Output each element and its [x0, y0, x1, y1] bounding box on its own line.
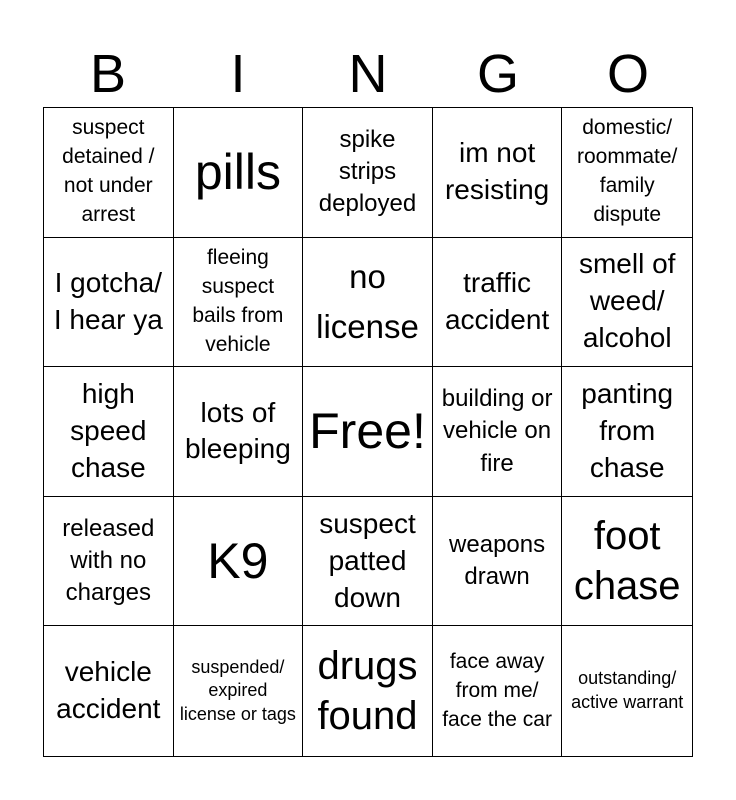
cell-text: I gotcha/ I hear ya: [53, 266, 163, 335]
cell-text: smell of weed/ alcohol: [578, 248, 676, 354]
bingo-cell-g2[interactable]: [433, 238, 563, 368]
cell-text: building or vehicle on fire: [441, 384, 553, 477]
bingo-header: [43, 44, 693, 104]
cell-text: drugs found: [317, 644, 418, 739]
bingo-cell-b1[interactable]: [44, 108, 174, 238]
header-letter-i: I: [230, 44, 246, 104]
cell-text: foot chase: [573, 514, 681, 609]
cell-text: pills: [194, 143, 281, 200]
cell-text: no license: [316, 258, 419, 345]
cell-text: spike strips deployed: [318, 125, 417, 218]
bingo-cell-g5[interactable]: [433, 626, 563, 756]
bingo-cell-i2[interactable]: [174, 238, 304, 368]
cell-text: panting from chase: [581, 378, 674, 483]
bingo-cell-n1[interactable]: [303, 108, 433, 238]
cell-text: face away from me/ face the car: [442, 649, 552, 731]
bingo-cell-n2[interactable]: [303, 238, 433, 368]
bingo-cell-n4[interactable]: [303, 497, 433, 627]
cell-text: outstanding/ active warrant: [571, 668, 684, 713]
cell-text: suspect patted down: [319, 507, 416, 613]
header-letter-o: O: [606, 44, 649, 104]
bingo-cell-b3[interactable]: [44, 367, 174, 497]
cell-text: high speed chase: [70, 378, 147, 483]
bingo-cell-i5[interactable]: [174, 626, 304, 756]
bingo-cell-g1[interactable]: [433, 108, 563, 238]
cell-text: released with no charges: [62, 514, 155, 607]
bingo-cell-g3[interactable]: [433, 367, 563, 497]
bingo-cell-o1[interactable]: [562, 108, 692, 238]
bingo-cell-g4[interactable]: [433, 497, 563, 627]
bingo-cell-b4[interactable]: [44, 497, 174, 627]
cell-text: weapons drawn: [449, 530, 546, 591]
bingo-board: [43, 107, 693, 757]
cell-text: suspended/ expired license or tags: [179, 656, 296, 725]
bingo-cell-b5[interactable]: [44, 626, 174, 756]
cell-text: lots of bleeping: [184, 396, 291, 465]
bingo-cell-i4[interactable]: [174, 497, 304, 627]
bingo-cell-o3[interactable]: [562, 367, 692, 497]
header-letter-n: N: [348, 44, 388, 104]
cell-text: vehicle accident: [56, 656, 161, 725]
header-letter-b: B: [89, 44, 127, 104]
bingo-cell-o4[interactable]: [562, 497, 692, 627]
bingo-cell-b2[interactable]: [44, 238, 174, 368]
bingo-cell-o5[interactable]: [562, 626, 692, 756]
cell-text: fleeing suspect bails from vehicle: [192, 245, 284, 356]
cell-text: traffic accident: [444, 266, 550, 335]
cell-text: im not resisting: [444, 137, 550, 206]
bingo-cell-n5[interactable]: [303, 626, 433, 756]
bingo-cell-i1[interactable]: [174, 108, 304, 238]
cell-text: domestic/ roommate/ family dispute: [577, 116, 678, 227]
bingo-cell-free[interactable]: [303, 367, 433, 497]
cell-text: suspect detained / not under arrest: [62, 116, 155, 227]
header-letter-g: G: [476, 44, 519, 104]
bingo-cell-o2[interactable]: [562, 238, 692, 368]
cell-text: K9: [207, 532, 269, 589]
cell-text: Free!: [309, 402, 426, 459]
bingo-cell-i3[interactable]: [174, 367, 304, 497]
